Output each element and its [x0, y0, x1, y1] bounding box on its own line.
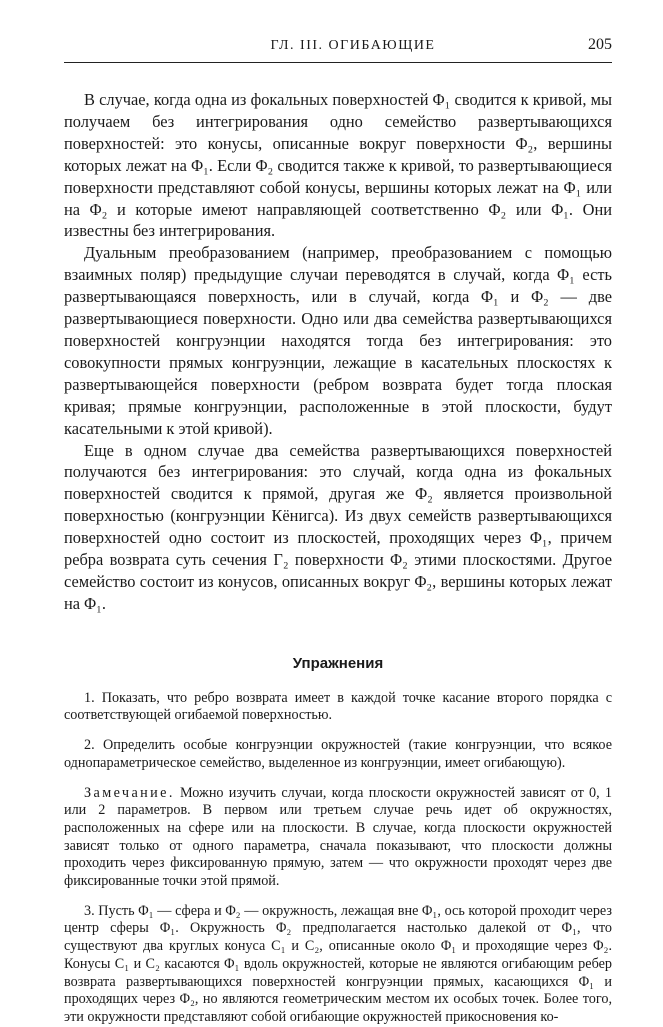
paragraph-1: В случае, когда одна из фокальных поверхностей Φ₁ сводится к кривой, мы получаем без интегрирования одно семейство развертывающихся поверхностей: это конусы, описанные вокруг поверхности Φ₂, вершины которых лежат на Φ₁. Если Φ₂ сводится также к кривой, то развертывающиеся поверхности представляют собой конусы, вершины которых лежат на Φ₁ или на Φ₂ и которые имеют направляющей соответственно Φ₂ или Φ₁. Они известны без интегрирования. — [64, 90, 612, 241]
remark-label: Замечание. — [84, 784, 175, 801]
exercise-3: 3. Пусть Φ₁ — сфера и Φ₂ — окружность, лежащая вне Φ₁, ось которой проходит через центр сферы Φ₁. Окружность Φ₂ предполагается настолько далекой от Φ₁, что существуют два круглых конуса C₁ и C₂, описанные около Φ₁ и проходящие через Φ₂. Конусы C₁ и C₂ касаются Φ₁ вдоль окружностей, которые не являются огибающим ребер возврата развертывающихся поверхностей конгруэнции прямых, касающихся Φ₁ и проходящих через Φ₂, но являются геометрическим местом их особых точек. Более того, эти окружности представляют собой огибающие окружностей прикосновения ко- — [64, 902, 612, 1025]
chapter-title: ГЛ. III. ОГИБАЮЩИЕ — [270, 38, 436, 53]
exercises-list — [64, 690, 612, 1027]
exercise-2: 2. Определить особые конгруэнции окружностей (такие конгруэнции, что всякое однопараметрическое семейство, выделенное из конгруэнции, имеет огибающую). — [64, 737, 612, 771]
page-number: 205 — [588, 36, 612, 53]
remark — [64, 785, 612, 891]
running-header — [64, 36, 612, 63]
paragraph-2: Дуальным преобразованием (например, преобразованием с помощью взаимных поляр) предыдущие случаи переводятся в случай, когда Φ₁ есть развертывающаяся поверхность, или в случай, когда Φ₁ и Φ₂ — две развертывающиеся поверхности. Одно или два семейства развертывающихся поверхностей конгруэнции находятся тогда без интегрирования: это совокупности прямых конгруэнции, лежащие в касательных плоскостях к развертывающейся поверхности (ребром возврата будет тогда плоская кривая; прямые конгруэнции, расположенные в этой плоскости, будут касательными к этой кривой). — [64, 243, 612, 438]
book-page — [64, 36, 612, 1027]
paragraph-3: Еще в одном случае два семейства развертывающихся поверхностей получаются без интегрирования: это случай, когда одна из фокальных поверхностей сводится к прямой, другая же Φ₂ является произвольной поверхностью (конгруэнции Кёнигса). Из двух семейств развертывающихся поверхностей одно состоит из плоскостей, проходящих через Φ₁, причем ребра возврата суть сечения Γ₂ поверхности Φ₂ этими плоскостями. Другое семейство состоит из конусов, описанных вокруг Φ₂, вершины которых лежат на Φ₁. — [64, 440, 612, 613]
exercise-1: 1. Показать, что ребро возврата имеет в каждой точке касание второго порядка с соответствующей огибаемой поверхностью. — [64, 689, 612, 724]
main-text — [64, 89, 612, 615]
exercises-heading: Упражнения — [292, 654, 384, 672]
remark-text: Можно изучить случаи, когда плоскости окружностей зависят от 0, 1 или 2 параметров. В первом или третьем случае речь идет об окружностях, расположенных на сфере или на плоскости. В случае, когда плоскости окружностей зависят только от одного параметра, сначала показывают, что плоскости должны проходить через фиксированную прямую, затем — что окружности проходят через две фиксированные точки этой прямой. — [64, 784, 612, 890]
